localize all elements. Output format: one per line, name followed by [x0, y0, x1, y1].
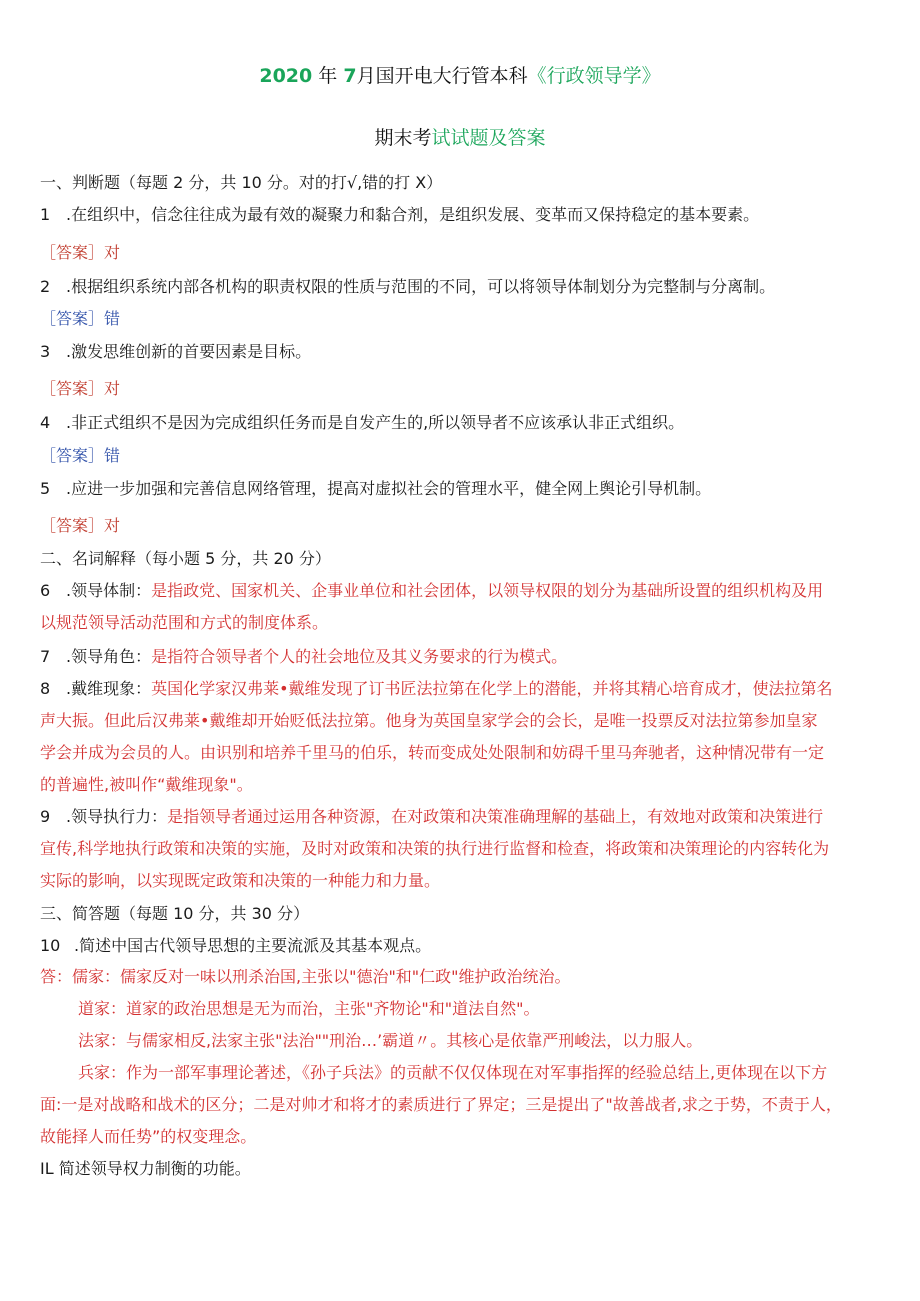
title-month: 7: [343, 65, 357, 87]
question-text: .在组织中，信念往往成为最有效的凝聚力和黏合剂，是组织发展、变革而又保持稳定的基本要素。: [66, 205, 760, 224]
definition-line: 的普遍性,被叫作“戴维现象"。: [40, 775, 253, 794]
answer-line: 道家：道家的政治思想是无为而治，主张"齐物论"和"道法自然"。: [78, 999, 540, 1018]
title-course: 《行政领导学》: [527, 65, 661, 87]
term-label: .领导执行力：: [66, 807, 168, 826]
question-1: [40, 204, 890, 226]
title-mid: 月国开电大行管本科: [356, 65, 528, 87]
title2-black: 期末考: [374, 127, 432, 149]
question-3: [40, 341, 890, 363]
definition-line: 实际的影响，以实现既定政策和决策的一种能力和力量。: [40, 871, 441, 890]
section3-heading: 三、简答题（每题 10 分，共 30 分）: [40, 904, 310, 923]
question-2: [40, 276, 890, 298]
answer-line: 兵家：作为一部军事理论著述，《孙子兵法》的贡献不仅仅体现在对军事指挥的经验总结上,更体现在以下方: [78, 1063, 828, 1082]
question-5: [40, 478, 890, 500]
answer-4: ［答案］错: [40, 446, 121, 465]
page-title-line2: [0, 116, 920, 160]
question-number: 9: [40, 807, 51, 826]
question-text: .非正式组织不是因为完成组织任务而是自发产生的,所以领导者不应该承认非正式组织。: [66, 413, 685, 432]
answer-1: ［答案］对: [40, 243, 121, 262]
term-label: .戴维现象：: [66, 679, 152, 698]
term-8: [40, 678, 890, 700]
term-label: .领导体制：: [66, 581, 152, 600]
question-number: 1: [40, 205, 51, 224]
question-4: [40, 412, 890, 434]
question-text: .应进一步加强和完善信息网络管理，提高对虚拟社会的管理水平，健全网上舆论引导机制。: [66, 479, 712, 498]
term-9: [40, 806, 890, 828]
question-number: 5: [40, 479, 51, 498]
question-11: IL 简述领导权力制衡的功能。: [40, 1159, 251, 1178]
answer-line: 法家：与儒家相反,法家主张"法治""刑治…’霸道〃。其核心是依靠严刑峻法，以力服人。: [78, 1031, 703, 1050]
answer-line: 故能择人而任势”的权变理念。: [40, 1127, 257, 1146]
answer-3: ［答案］对: [40, 379, 121, 398]
section2-heading: 二、名词解释（每小题 5 分，共 20 分）: [40, 549, 331, 568]
question-number: 4: [40, 413, 51, 432]
term-7: [40, 646, 890, 668]
question-number: 6: [40, 581, 51, 600]
title-year: 2020: [259, 65, 313, 87]
page-title-line1: [0, 54, 920, 98]
question-number: 8: [40, 679, 51, 698]
definition-line: 是指政党、国家机关、企事业单位和社会团体，以领导权限的划分为基础所设置的组织机构及用: [151, 581, 824, 600]
question-number: 2: [40, 277, 51, 296]
definition-line: 英国化学家汉弗莱•戴维发现了订书匠法拉第在化学上的潜能，并将其精心培育成才，使法拉第名: [151, 679, 833, 698]
section1-heading: 一、判断题（每题 2 分，共 10 分。对的打√,错的打 X）: [40, 173, 443, 192]
question-text: .激发思维创新的首要因素是目标。: [66, 342, 312, 361]
answer-line: 答：儒家：儒家反对一味以刑杀治国,主张以"德治"和"仁政"维护政治统治。: [40, 967, 571, 986]
answer-line: 面:一是对战略和战术的区分；二是对帅才和将才的素质进行了界定；三是提出了"故善战者,求之于势，不责于人，: [40, 1095, 842, 1114]
question-text: .简述中国古代领导思想的主要流派及其基本观点。: [74, 936, 432, 955]
question-number: 10: [40, 936, 61, 955]
definition-line: 是指符合领导者个人的社会地位及其义务要求的行为模式。: [151, 647, 568, 666]
definition-line: 学会并成为会员的人。由识别和培养千里马的伯乐，转而变成处处限制和妨碍千里马奔驰者，这种情况带有一定: [40, 743, 825, 762]
question-10: [40, 935, 890, 957]
question-number: 3: [40, 342, 51, 361]
term-6: [40, 580, 890, 602]
title2-green: 试试题及答案: [431, 127, 546, 149]
definition-line: 宣传,科学地执行政策和决策的实施，及时对政策和决策的执行进行监督和检查，将政策和决策理论的内容转化为: [40, 839, 830, 858]
definition-line: 以规范领导活动范围和方式的制度体系。: [40, 613, 329, 632]
definition-line: 声大振。但此后汉弗莱•戴维却开始贬低法拉第。他身为英国皇家学会的会长，是唯一投票反对法拉第参加皇家: [40, 711, 818, 730]
question-text: .根据组织系统内部各机构的职责权限的性质与范围的不同，可以将领导体制划分为完整制与分离制。: [66, 277, 776, 296]
answer-2: ［答案］错: [40, 309, 121, 328]
term-label: .领导角色：: [66, 647, 152, 666]
answer-5: ［答案］对: [40, 516, 121, 535]
definition-line: 是指领导者通过运用各种资源，在对政策和决策准确理解的基础上，有效地对政策和决策进行: [167, 807, 824, 826]
question-number: 7: [40, 647, 51, 666]
title-nian: 年: [318, 65, 338, 87]
